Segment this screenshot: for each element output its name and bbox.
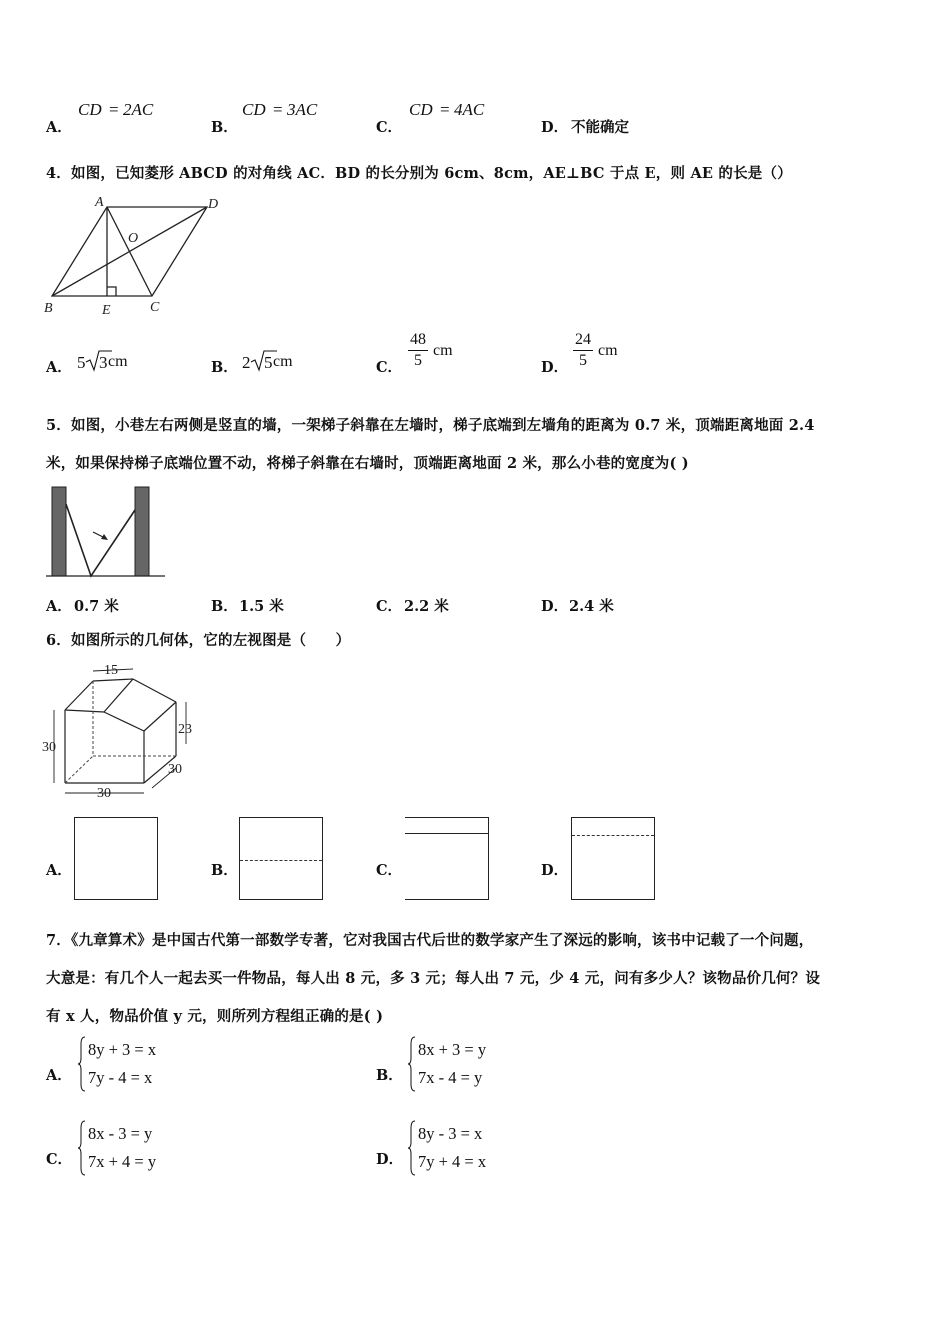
hidden-depth	[65, 756, 93, 783]
q4-option-d-den: 5	[579, 352, 587, 369]
q7-option-c-letter: C．	[46, 1151, 73, 1168]
q3-option-a-eq: =	[109, 100, 119, 119]
brace-icon	[408, 1036, 416, 1092]
q5-option-b-letter: B．	[211, 598, 238, 615]
q7-option-d-eq1: 8y - 3 = x	[418, 1124, 483, 1143]
q4-option-a-root: 3	[99, 353, 108, 372]
q4-option-c-letter: C．	[376, 359, 403, 376]
q5-option-c-text: 2.2 米	[404, 598, 449, 615]
q3-option-b-eq: =	[273, 100, 283, 119]
q7-option-b-eq1: 8x + 3 = y	[418, 1040, 487, 1059]
q3-option-d-letter: D．	[541, 119, 569, 136]
rhombus-figure	[40, 190, 240, 320]
label-e: E	[102, 303, 111, 318]
brace-icon	[78, 1036, 86, 1092]
q4-option-b-root: 5	[264, 353, 273, 372]
q4-option-b-unit: cm	[273, 353, 293, 370]
q4-option-d-unit: cm	[598, 342, 618, 359]
sqrt-sign-icon	[86, 350, 100, 372]
dim-label-depth: 30	[168, 762, 182, 777]
dim-label-right: 23	[178, 722, 192, 737]
q6-option-b-dashed-line	[240, 860, 322, 861]
q4-option-c-unit: cm	[433, 342, 453, 359]
q4-option-d-letter: D．	[541, 359, 569, 376]
right-wall	[135, 487, 149, 576]
ladder-positions	[66, 504, 135, 576]
q5-stem-line1: 5．如图，小巷左右两侧是竖直的墙，一架梯子斜靠在左墙时，梯子底端到左墙角的距离为 0.7 米，顶端距离地面 2.4	[46, 417, 815, 434]
q7-option-a-eq1: 8y + 3 = x	[88, 1040, 157, 1059]
q7-option-a-letter: A．	[46, 1067, 72, 1084]
q4-option-c-den: 5	[414, 352, 422, 369]
q3-option-c-letter: C．	[376, 119, 403, 136]
q4-option-b-letter: B．	[211, 359, 238, 376]
q7-stem-line3: 有 x 人，物品价值 y 元，则所列方程组正确的是( )	[46, 1008, 384, 1025]
brace-icon	[78, 1120, 86, 1176]
q7-option-b-eq2: 7x - 4 = y	[418, 1068, 483, 1087]
label-b: B	[44, 301, 53, 316]
q3-option-a-rhs: 2AC	[123, 100, 154, 119]
q5-option-c-letter: C．	[376, 598, 403, 615]
top-back-edge	[93, 679, 133, 681]
q4-option-a-coef: 5	[77, 353, 86, 372]
q3-option-d-text: 不能确定	[571, 119, 629, 136]
q4-option-c-fraction	[408, 330, 428, 371]
q3-option-b-lhs: CD	[242, 100, 266, 119]
label-o: O	[128, 231, 139, 246]
top-ridge	[104, 679, 133, 712]
q5-option-d-letter: D．	[541, 598, 569, 615]
front-top-slant	[104, 712, 144, 731]
top-left-edge	[65, 681, 93, 710]
q6-option-b-view	[239, 817, 323, 900]
right-angle-mark	[107, 287, 116, 296]
dim-label-bottom: 30	[97, 786, 111, 801]
left-wall	[52, 487, 66, 576]
q6-option-a-view	[74, 817, 158, 900]
sqrt-sign-icon	[251, 350, 265, 372]
q6-option-b-letter: B．	[211, 862, 238, 879]
alley-ladder-figure	[44, 484, 169, 580]
label-a: A	[95, 195, 104, 210]
top-right-slant	[133, 679, 176, 702]
q4-option-d-num: 24	[573, 330, 593, 351]
q4-option-c-num: 48	[408, 330, 428, 351]
q5-stem-line2: 米，如果保持梯子底端位置不动，将梯子斜靠在右墙时，顶端距离地面 2 米，那么小巷的宽度为( )	[46, 455, 689, 472]
q7-option-b-letter: B．	[376, 1067, 403, 1084]
dim-label-left: 30	[42, 740, 56, 755]
q6-option-c-solid-line	[405, 833, 488, 834]
q6-stem: 6．如图所示的几何体，它的左视图是（ ）	[46, 632, 351, 649]
label-c: C	[150, 300, 160, 315]
q4-option-a-letter: A．	[46, 359, 72, 376]
diagonal-bd	[52, 207, 207, 296]
q3-option-c-rhs: 4AC	[454, 100, 485, 119]
q4-option-a-unit: cm	[108, 353, 128, 370]
q7-option-a-eq2: 7y - 4 = x	[88, 1068, 153, 1087]
q7-stem-line1: 7．《九章算术》是中国古代第一部数学专著，它对我国古代后世的数学家产生了深远的影响，该书中记载了一个问题，	[46, 932, 814, 949]
q5-option-a-text: 0.7 米	[74, 598, 119, 615]
dim-label-top: 15	[104, 663, 118, 678]
q3-option-a-lhs: CD	[78, 100, 102, 119]
q6-option-c-letter: C．	[376, 862, 403, 879]
q6-option-c-view	[405, 817, 489, 900]
q3-option-b-rhs: 3AC	[287, 100, 318, 119]
brace-icon	[408, 1120, 416, 1176]
q6-option-d-view	[571, 817, 655, 900]
q7-option-c-eq1: 8x - 3 = y	[88, 1124, 153, 1143]
q4-option-d-fraction	[573, 330, 593, 371]
q7-option-d-letter: D．	[376, 1151, 404, 1168]
q3-option-c-lhs: CD	[409, 100, 433, 119]
q5-option-b-text: 1.5 米	[239, 598, 284, 615]
q3-option-c-eq: =	[440, 100, 450, 119]
q5-option-a-letter: A．	[46, 598, 72, 615]
q4-option-b-coef: 2	[242, 353, 251, 372]
q7-stem-line2: 大意是：有几个人一起去买一件物品，每人出 8 元，多 3 元；每人出 7 元，少 4 元，问有多少人？该物品价几何？设	[46, 970, 821, 987]
q3-option-b-letter: B．	[211, 119, 238, 136]
q6-option-a-letter: A．	[46, 862, 72, 879]
q4-stem: 4．如图，已知菱形 ABCD 的对角线 AC．BD 的长分别为 6cm、8cm，AE⊥BC 于点 E，则 AE 的长是（）	[46, 165, 792, 182]
q6-option-d-letter: D．	[541, 862, 569, 879]
q7-option-d-eq2: 7y + 4 = x	[418, 1152, 487, 1171]
q7-option-c-eq2: 7x + 4 = y	[88, 1152, 157, 1171]
solid-figure	[40, 660, 210, 800]
q6-option-d-dashed-line	[572, 835, 654, 836]
label-d: D	[208, 197, 219, 212]
q3-option-a-letter: A．	[46, 119, 72, 136]
front-top-left	[65, 710, 104, 712]
q5-option-d-text: 2.4 米	[569, 598, 614, 615]
right-top-edge	[144, 702, 176, 731]
